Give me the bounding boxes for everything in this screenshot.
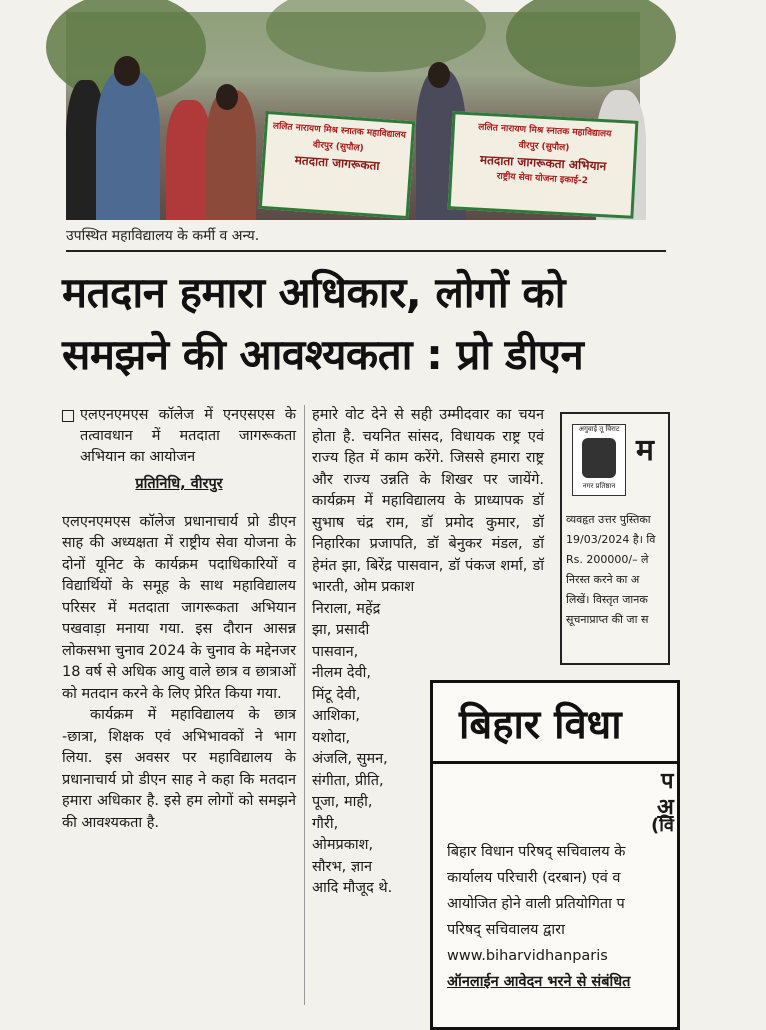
banner-left-college: ललित नारायण मिश्र स्नातक महाविद्यालय bbox=[272, 121, 407, 141]
advertisement-bihar bbox=[430, 680, 680, 1030]
person-figure bbox=[96, 70, 160, 220]
divider bbox=[66, 250, 666, 252]
tree-foliage bbox=[506, 0, 676, 87]
ad2-letter: (वि bbox=[651, 815, 674, 836]
emblem-icon bbox=[582, 438, 616, 478]
emblem-bottom-text: नगर प्रतिष्ठान bbox=[582, 482, 616, 490]
ad2-line: आयोजित होने वाली प्रतियोगिता प bbox=[447, 896, 625, 912]
banner-right-sub: राष्ट्रीय सेवा योजना इकाई-2 bbox=[496, 171, 589, 187]
advertisement-notice bbox=[560, 412, 670, 665]
headline-line-1: मतदान हमारा अधिकार, लोगों को bbox=[62, 268, 565, 317]
name-line: संगीता, प्रीति, bbox=[312, 772, 384, 789]
ad1-title: म bbox=[636, 433, 654, 468]
summary-bullet bbox=[62, 405, 296, 468]
article-paragraph-1: एलएनएमएस कॉलेज प्रधानाचार्य प्रो डीएन साह की अध्यक्षता में राष्ट्रीय सेवा योजना के दोनों यूनिट के कार्यक्रम पदाधिकारियों व विद्यार्थियों के समूह के साथ महाविद्यालय परिसर में मतदाता जागरूकता अभियान पखवाड़ा मनाया गया. इस दौरान आसन्न लोकसभा चुनाव 2024 के चुनाव के मद्देनजर 18 वर्ष से अधिक आयु वाले छात्र व छात्राओं को मतदान करने के लिए प्रेरित किया गया. bbox=[62, 513, 296, 702]
name-line: गौरी, bbox=[312, 815, 339, 832]
photo-caption: उपस्थित महाविद्यालय के कर्मी व अन्य. bbox=[66, 228, 260, 244]
banner-right-college: ललित नारायण मिश्र स्नातक महाविद्यालय bbox=[477, 122, 612, 140]
ad1-line: व्यवहृत उत्तर पुस्तिका bbox=[566, 513, 651, 526]
banner-left-place: वीरपुर (सुपौल) bbox=[312, 140, 364, 154]
ad2-line: www.biharvidhanparis bbox=[447, 948, 608, 964]
ad1-line: 19/03/2024 है। वि bbox=[566, 533, 656, 546]
ad2-body bbox=[447, 839, 707, 995]
ad1-lines bbox=[566, 510, 766, 630]
article-column-1 bbox=[62, 405, 296, 834]
ad1-line: सूचनाप्राप्त की जा स bbox=[566, 613, 649, 626]
headline bbox=[62, 262, 672, 386]
square-bullet-icon bbox=[62, 410, 74, 422]
emblem-top-text: अगुवाई तू विराट bbox=[578, 425, 620, 433]
ad2-line: परिषद् सचिवालय द्वारा bbox=[447, 922, 565, 938]
person-head bbox=[428, 62, 450, 88]
banner-left-text: मतदाता जागरूकता bbox=[294, 153, 380, 173]
ad2-line: ऑनलाईन आवेदन भरने से संबंधित bbox=[447, 974, 631, 990]
banner-right bbox=[448, 111, 639, 219]
name-line: आशिका, bbox=[312, 708, 360, 724]
headline-line-2: समझने की आवश्यकता : प्रो डीएन bbox=[62, 330, 584, 379]
person-head bbox=[216, 84, 238, 110]
banner-right-place: वीरपुर (सुपौल) bbox=[518, 140, 570, 154]
ad2-letter: प bbox=[661, 769, 674, 794]
news-photo bbox=[66, 12, 640, 220]
banner-right-text: मतदाता जागरूकता अभियान bbox=[479, 152, 607, 174]
ad1-line: लिखें। विस्तृत जानक bbox=[566, 593, 648, 606]
name-line: यशोदा, bbox=[312, 729, 351, 746]
article-paragraph-3: हमारे वोट देने से सही उम्मीदवार का चयन होता है. चयनित सांसद, विधायक राष्ट्र एवं राज्य हित में काम करेंगे. जिससे हमारा राष्ट्र और राज्य उन्नति के शिखर पर जायेंगे. कार्यक्रम में महाविद्यालय के प्राध्यापक डॉ सुभाष चंद्र राम, डॉ प्रमोद कुमार, डॉ निहारिका प्रजापति, डॉ बेनुकर मंडल, डॉ हेमंत झा, बिरेंद्र पासवान, डॉ पंकज शर्मा, डॉ भारती, ओम प्रकाश bbox=[312, 407, 544, 595]
ad2-title: बिहार विधा bbox=[459, 701, 622, 748]
person-head bbox=[114, 56, 140, 86]
name-line: झा, प्रसादी bbox=[312, 622, 370, 638]
name-line: निराला, महेंद्र bbox=[312, 600, 381, 617]
ad1-line: निरस्त करने का अ bbox=[566, 573, 640, 586]
name-line: नीलम देवी, bbox=[312, 665, 372, 681]
name-line: मिंटू देवी, bbox=[312, 686, 361, 703]
ad1-line: Rs. 200000/– ले bbox=[566, 553, 649, 566]
name-line: सौरभ, ज्ञान bbox=[312, 858, 372, 875]
article-paragraph-2: कार्यक्रम में महाविद्यालय के छात्र -छात्रा, शिक्षक एवं अभिभावकों ने भाग लिया. इस अवसर पर महाविद्यालय के प्रधानाचार्य प्रो डीएन साह ने कहा कि मतदान हमारा अधिकार है. इसे हम लोगों को समझने की आवश्यकता है. bbox=[62, 707, 296, 831]
tree-foliage bbox=[266, 0, 486, 72]
ad2-letter: अ bbox=[657, 795, 674, 820]
emblem-logo bbox=[572, 424, 626, 496]
banner-left bbox=[259, 111, 415, 219]
name-line: आदि मौजूद थे. bbox=[312, 880, 393, 896]
ad2-line: कार्यालय परिचारी (दरबान) एवं व bbox=[447, 870, 621, 886]
name-line: पूजा, माही, bbox=[312, 794, 373, 810]
column-divider bbox=[304, 405, 305, 1005]
name-line: ओमप्रकाश, bbox=[312, 837, 374, 853]
person-figure bbox=[206, 90, 256, 220]
ad2-divider bbox=[433, 761, 677, 764]
name-line: पासवान, bbox=[312, 643, 359, 660]
byline: प्रतिनिधि, वीरपुर bbox=[135, 476, 223, 492]
ad2-line: बिहार विधान परिषद् सचिवालय के bbox=[447, 844, 626, 860]
article-summary: एलएनएमएस कॉलेज में एनएसएस के तत्वावधान में मतदाता जागरूकता अभियान का आयोजन bbox=[80, 407, 296, 465]
names-list bbox=[312, 599, 422, 900]
name-line: अंजलि, सुमन, bbox=[312, 751, 388, 767]
